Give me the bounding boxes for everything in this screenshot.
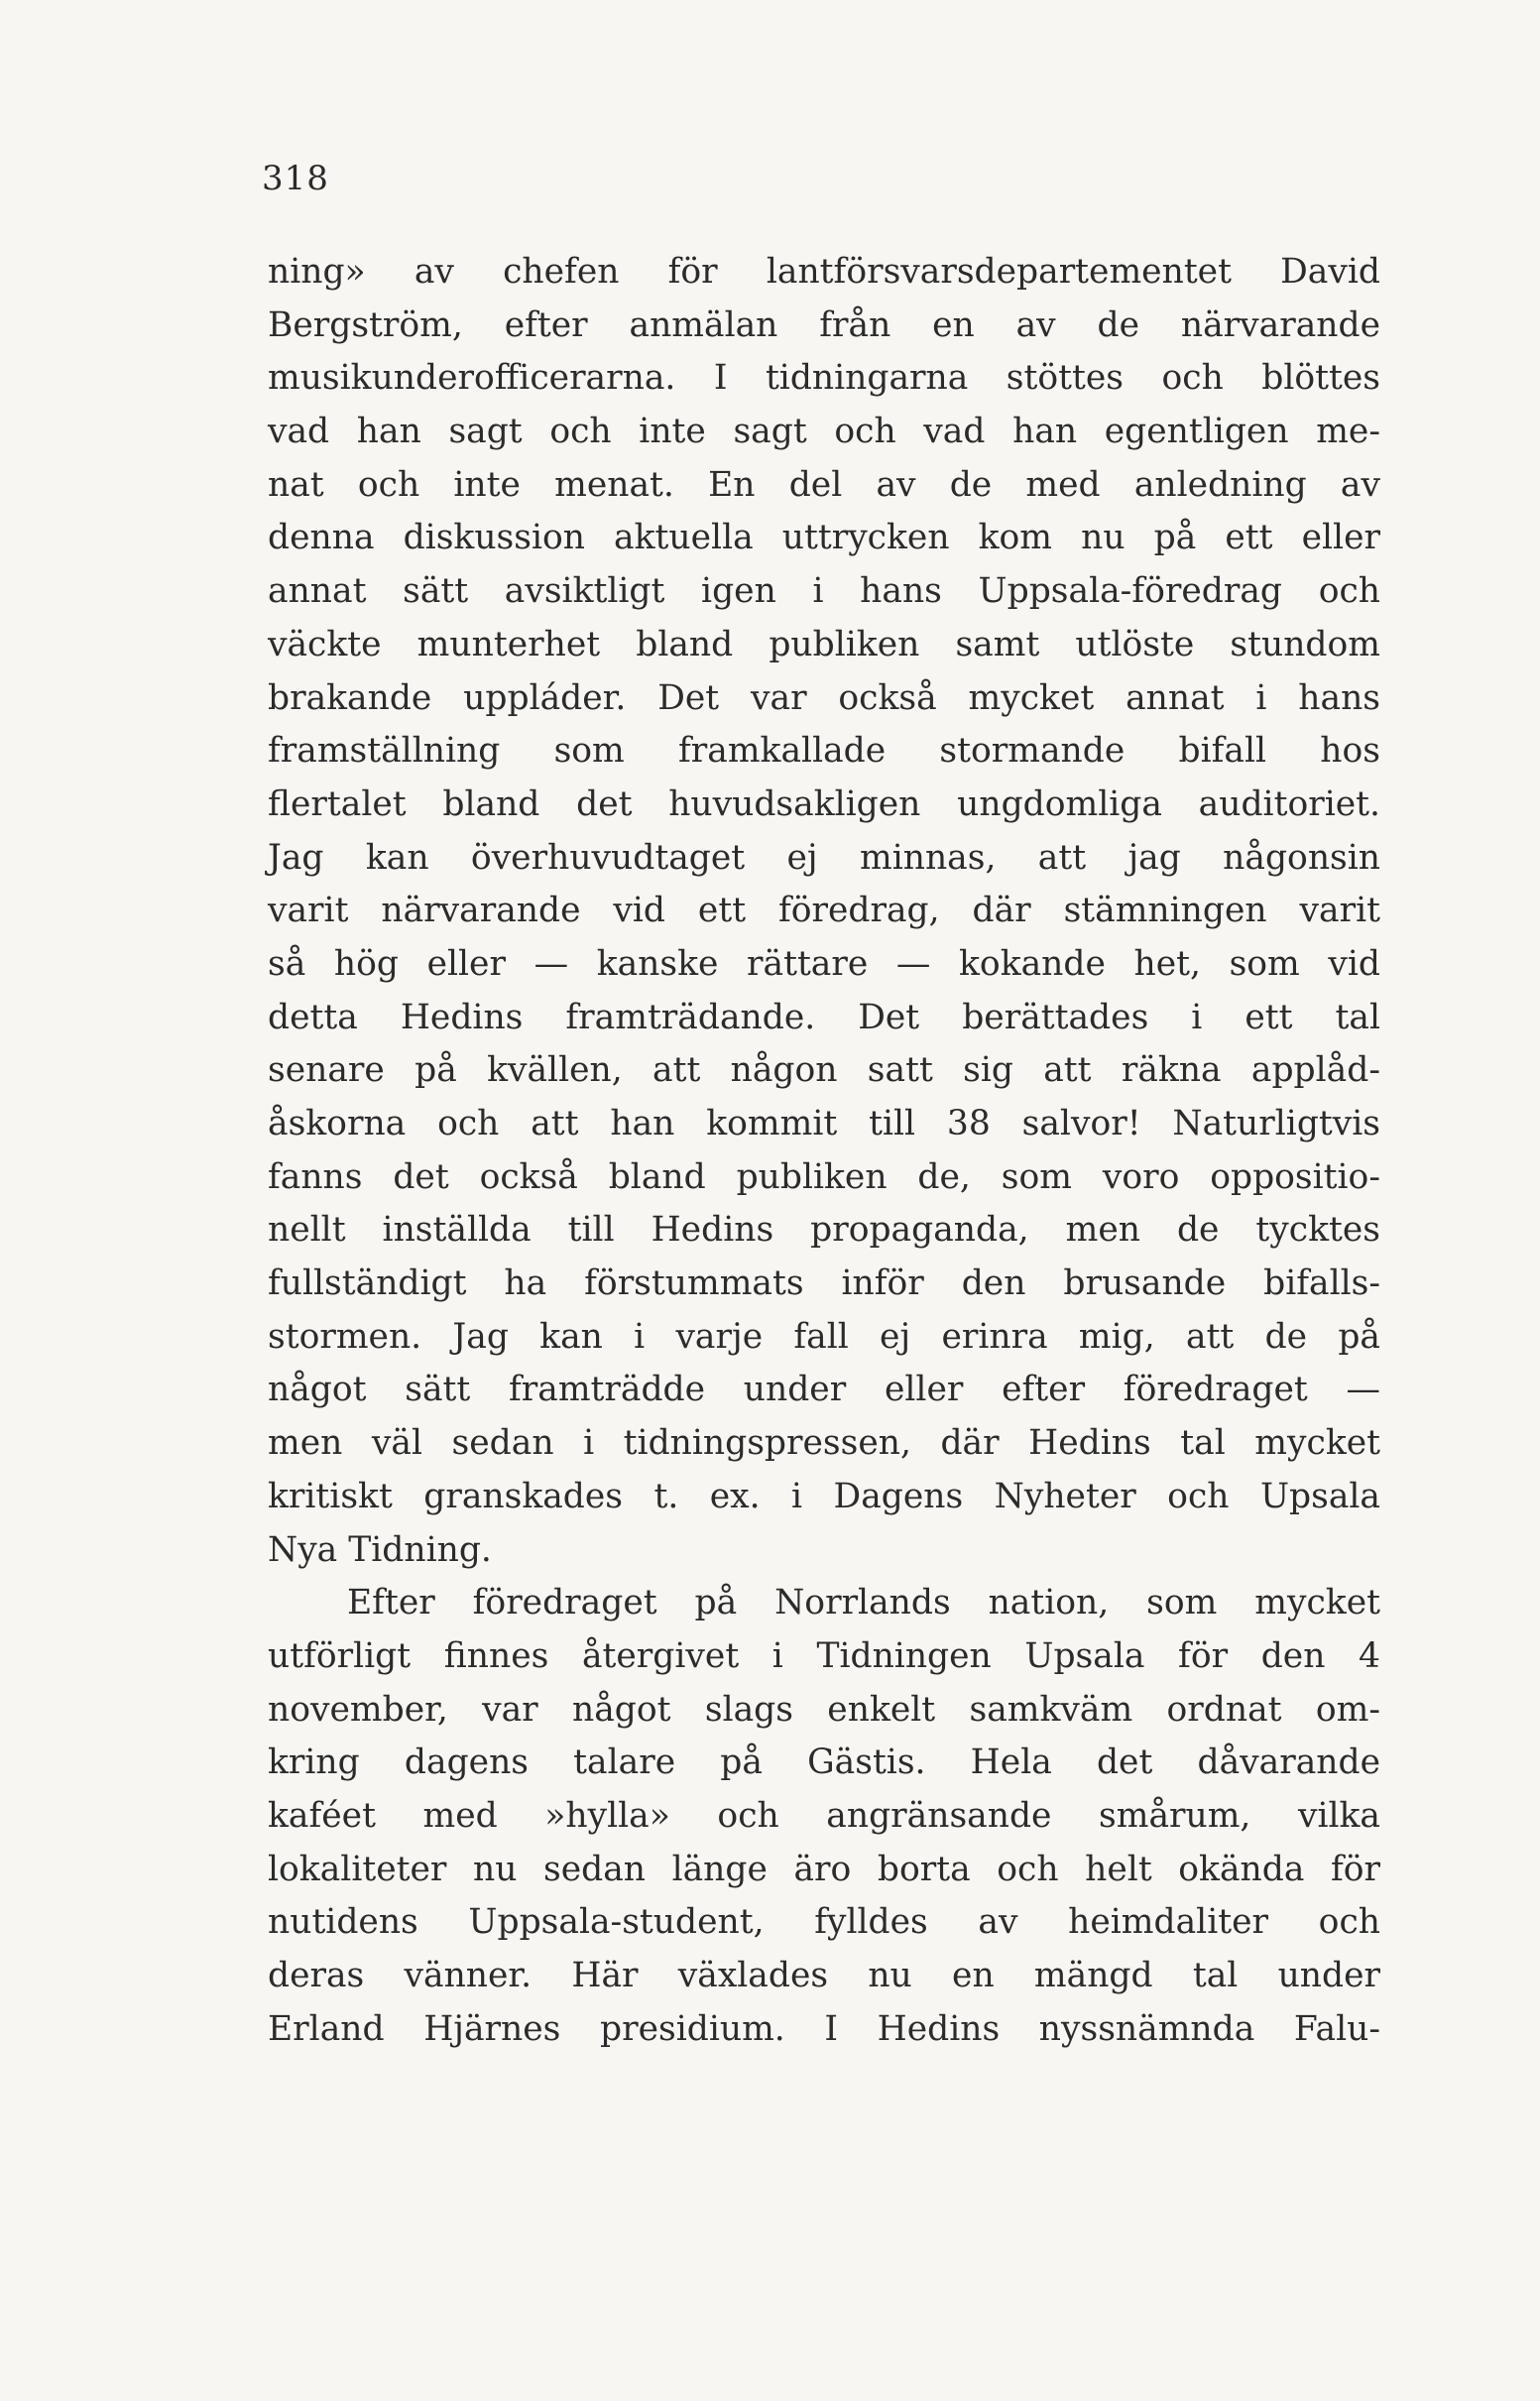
text-line: Nya Tidning. <box>268 1529 492 1570</box>
text-line: åskorna och att han kommit till 38 salvor! Naturligtvis <box>268 1104 1380 1143</box>
text-line: november, var något slags enkelt samkväm ordnat om- <box>268 1689 1380 1730</box>
text-line: deras vänner. Här växlades nu en mängd tal under <box>268 1956 1380 1995</box>
page-number: 318 <box>262 159 329 198</box>
text-line: nat och inte menat. En del av de med anledning av <box>268 464 1380 505</box>
text-line: stormen. Jag kan i varje fall ej erinra mig, att de på <box>268 1316 1380 1357</box>
text-line: lokaliteter nu sedan länge äro borta och helt okända för <box>268 1849 1380 1889</box>
text-line: varit närvarande vid ett föredrag, där stämningen varit <box>268 891 1380 931</box>
text-line: så hög eller — kanske rättare — kokande het, som vid <box>268 943 1380 984</box>
text-line: flertalet bland det huvudsakligen ungdomliga auditoriet. <box>268 783 1380 824</box>
text-line: kritiskt granskades t. ex. i Dagens Nyheter och Upsala <box>268 1476 1380 1516</box>
text-line: Efter föredraget på Norrlands nation, som mycket <box>347 1583 1380 1623</box>
text-line: kring dagens talare på Gästis. Hela det dåvarande <box>268 1742 1380 1783</box>
text-line: utförligt finnes återgivet i Tidningen Upsala för den 4 <box>268 1635 1380 1676</box>
text-line: brakande uppláder. Det var också mycket annat i hans <box>268 677 1380 718</box>
text-line: framställning som framkallade stormande bifall hos <box>268 731 1380 772</box>
text-line: kaféet med »hylla» och angränsande smårum, vilka <box>268 1795 1380 1836</box>
text-line: annat sätt avsiktligt igen i hans Uppsala-föredrag och <box>268 571 1380 612</box>
text-line: men väl sedan i tidningspressen, där Hedins tal mycket <box>268 1423 1380 1464</box>
text-line: Jag kan överhuvudtaget ej minnas, att jag någonsin <box>268 837 1380 878</box>
text-line: Erland Hjärnes presidium. I Hedins nyssnämnda Falu- <box>268 2008 1380 2049</box>
text-line: Bergström, efter anmälan från en av de närvarande <box>268 304 1380 345</box>
text-line: denna diskussion aktuella uttrycken kom nu på ett eller <box>268 518 1380 558</box>
text-line: nellt inställda till Hedins propaganda, men de tycktes <box>268 1210 1380 1251</box>
text-line: nutidens Uppsala-student, fylldes av heimdaliter och <box>268 1902 1380 1943</box>
text-line: fanns det också bland publiken de, som voro oppositio- <box>268 1156 1380 1197</box>
text-line: vad han sagt och inte sagt och vad han egentligen me- <box>268 412 1380 452</box>
text-line: väckte munterhet bland publiken samt utlöste stundom <box>268 624 1380 664</box>
text-line: fullständigt ha förstummats inför den brusande bifalls- <box>268 1263 1380 1304</box>
body-text <box>268 246 1380 2056</box>
text-line: musikunderofficerarna. I tidningarna stöttes och blöttes <box>268 358 1380 399</box>
text-line: senare på kvällen, att någon satt sig att räkna applåd- <box>268 1050 1380 1091</box>
text-line: något sätt framträdde under eller efter föredraget — <box>268 1370 1380 1410</box>
text-line: ning» av chefen för lantförsvarsdepartementet David <box>268 252 1380 292</box>
text-line: detta Hedins framträdande. Det berättades i ett tal <box>268 997 1380 1037</box>
